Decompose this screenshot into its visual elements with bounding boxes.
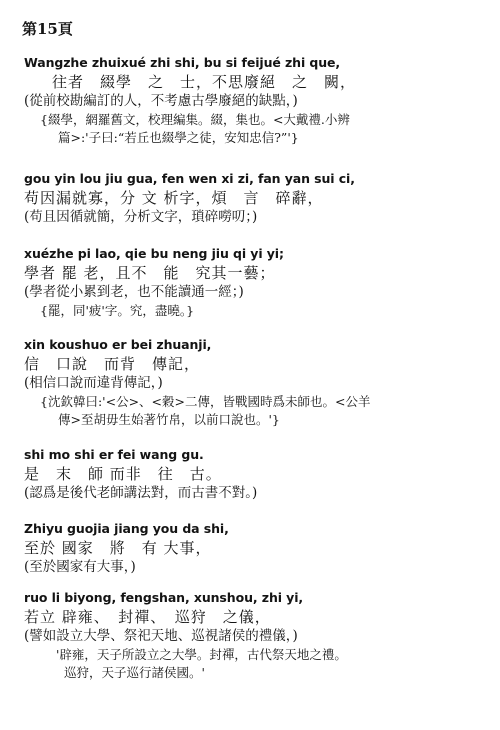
passage-block-2 bbox=[24, 170, 494, 227]
translation-line: (苟且因循就簡，分析文字，瑣碎嘮叨；) bbox=[24, 209, 258, 225]
translation-line: (譬如設立大學、祭祀天地、巡視諸侯的禮儀，) bbox=[24, 628, 298, 644]
pinyin-line: ruo li biyong, fengshan, xunshou, zhi yi, bbox=[24, 590, 304, 605]
pinyin-line: Zhiyu guojia jiang you da shi, bbox=[24, 521, 229, 536]
hanzi-line: 苟因漏就寡，分 文 析字，煩 言 碎辭， bbox=[24, 189, 324, 207]
annotation-line: {罷，同'疲'字。究，盡曉。} bbox=[40, 303, 195, 318]
passage-block-7 bbox=[24, 589, 494, 682]
translation-line: (認爲是後代老師講法對，而古書不對。) bbox=[24, 485, 258, 501]
hanzi-line: 學者 罷 老，且不 能 究其一藝； bbox=[24, 264, 276, 282]
annotation-line: '辟雍，天子所設立之大學。封禪，古代祭天地之禮。 bbox=[56, 647, 347, 662]
hanzi-line: 往者 綴學 之 士，不思廢絕 之 闕， bbox=[52, 73, 357, 91]
pinyin-line: Wangzhe zhuixué zhi shi, bu si feijué zhi que, bbox=[24, 55, 341, 70]
passage-block-4 bbox=[24, 336, 494, 429]
annotation-line: {綴學，網羅舊文，校理編集。綴，集也。<大戴禮.小辨 bbox=[40, 112, 350, 127]
pinyin-line: shi mo shi er fei wang gu. bbox=[24, 447, 204, 462]
pinyin-line: gou yin lou jiu gua, fen wen xi zi, fan yan sui ci, bbox=[24, 171, 355, 186]
translation-line: (相信口說而違背傳記，) bbox=[24, 375, 163, 391]
passage-block-3 bbox=[24, 245, 494, 320]
translation-line: (學者從小累到老，也不能讀通一經；) bbox=[24, 284, 244, 300]
translation-line: (從前校勘編訂的人，不考慮古學廢絕的缺點，) bbox=[24, 93, 298, 109]
hanzi-line: 信 口說 而背 傳記， bbox=[24, 355, 201, 373]
annotation-line: 巡狩，天子巡行諸侯國。' bbox=[64, 665, 205, 680]
annotation-line: 傳>至胡毋生始著竹帛，以前口說也。'} bbox=[58, 412, 280, 427]
passage-block-1 bbox=[24, 54, 494, 147]
passage-block-6 bbox=[24, 520, 494, 577]
pinyin-line: xuézhe pi lao, qie bu neng jiu qi yi yi; bbox=[24, 246, 284, 261]
page-number: 第15頁 bbox=[22, 20, 73, 38]
hanzi-line: 是 末 師 而非 往 古。 bbox=[24, 465, 222, 483]
annotation-line: {沈欽韓曰:'<公>、<穀>二傳，皆戰國時爲未師也。<公羊 bbox=[40, 394, 371, 409]
translation-line: (至於國家有大事，) bbox=[24, 559, 136, 575]
hanzi-line: 至於 國家 將 有 大事， bbox=[24, 539, 212, 557]
annotation-line: 篇>:'子曰:“若丘也綴學之徒，安知忠信?”'} bbox=[58, 130, 299, 145]
hanzi-line: 若立 辟雍、 封禪、 巡狩 之儀， bbox=[24, 608, 271, 626]
passage-block-5 bbox=[24, 446, 494, 503]
pinyin-line: xin koushuo er bei zhuanji, bbox=[24, 337, 212, 352]
